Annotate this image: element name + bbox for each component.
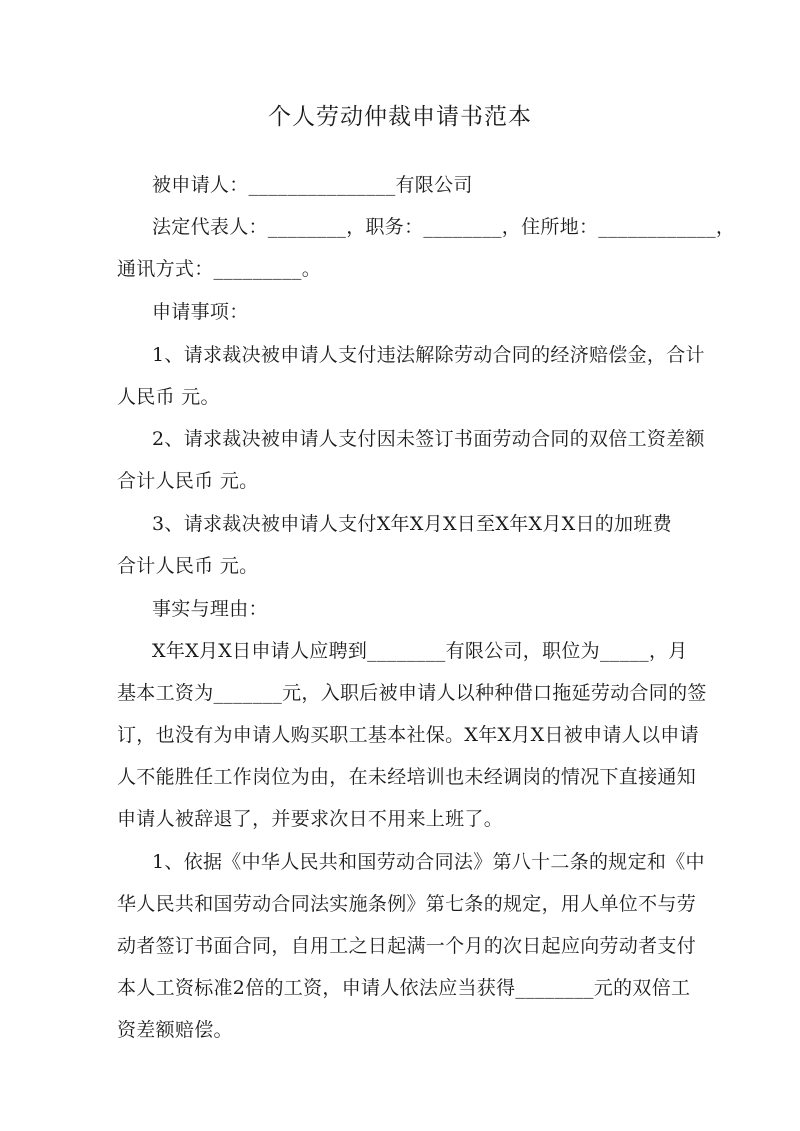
- claim-2-line-2: 合计人民币 元。: [117, 470, 259, 492]
- respondent-line: 被申请人：_______________有限公司: [152, 174, 473, 196]
- reason-1-line-3: 动者签订书面合同，自用工之日起满一个月的次日起应向劳动者支付: [117, 935, 697, 957]
- facts-line-2: 基本工资为_______元，入职后被申请人以种种借口拖延劳动合同的签: [117, 682, 707, 704]
- reason-1-line-4: 本人工资标准2倍的工资，申请人依法应当获得________元的双倍工: [117, 977, 691, 999]
- claim-2-line-1: 2、请求裁决被申请人支付因未签订书面劳动合同的双倍工资差额: [152, 428, 705, 450]
- facts-line-4: 人不能胜任工作岗位为由，在未经培训也未经调岗的情况下直接通知: [117, 766, 697, 788]
- contact-line: 通讯方式：_________。: [117, 258, 322, 280]
- claim-3-line-1: 3、请求裁决被申请人支付X年X月X日至X年X月X日的加班费: [152, 513, 672, 535]
- claim-3-line-2: 合计人民币 元。: [117, 555, 259, 577]
- facts-heading: 事实与理由：: [152, 598, 268, 620]
- reason-1-line-2: 华人民共和国劳动合同法实施条例》第七条的规定，用人单位不与劳: [117, 893, 697, 915]
- claim-1-line-2: 人民币 元。: [117, 386, 220, 408]
- document-title: 个人劳动仲裁申请书范本: [268, 104, 532, 130]
- reason-1-line-5: 资差额赔偿。: [117, 1019, 233, 1041]
- facts-line-3: 订，也没有为申请人购买职工基本社保。X年X月X日被申请人以申请: [117, 724, 699, 746]
- legal-representative-line: 法定代表人：________，职务：________，住所地：____________，: [152, 216, 736, 238]
- claims-heading: 申请事项：: [152, 301, 249, 323]
- facts-line-5: 申请人被辞退了，并要求次日不用来上班了。: [117, 808, 504, 830]
- reason-1-line-1: 1、依据《中华人民共和国劳动合同法》第八十二条的规定和《中: [152, 851, 705, 873]
- claim-1-line-1: 1、请求裁决被申请人支付违法解除劳动合同的经济赔偿金，合计: [152, 344, 705, 366]
- facts-line-1: X年X月X日申请人应聘到________有限公司，职位为_____，月: [152, 640, 688, 662]
